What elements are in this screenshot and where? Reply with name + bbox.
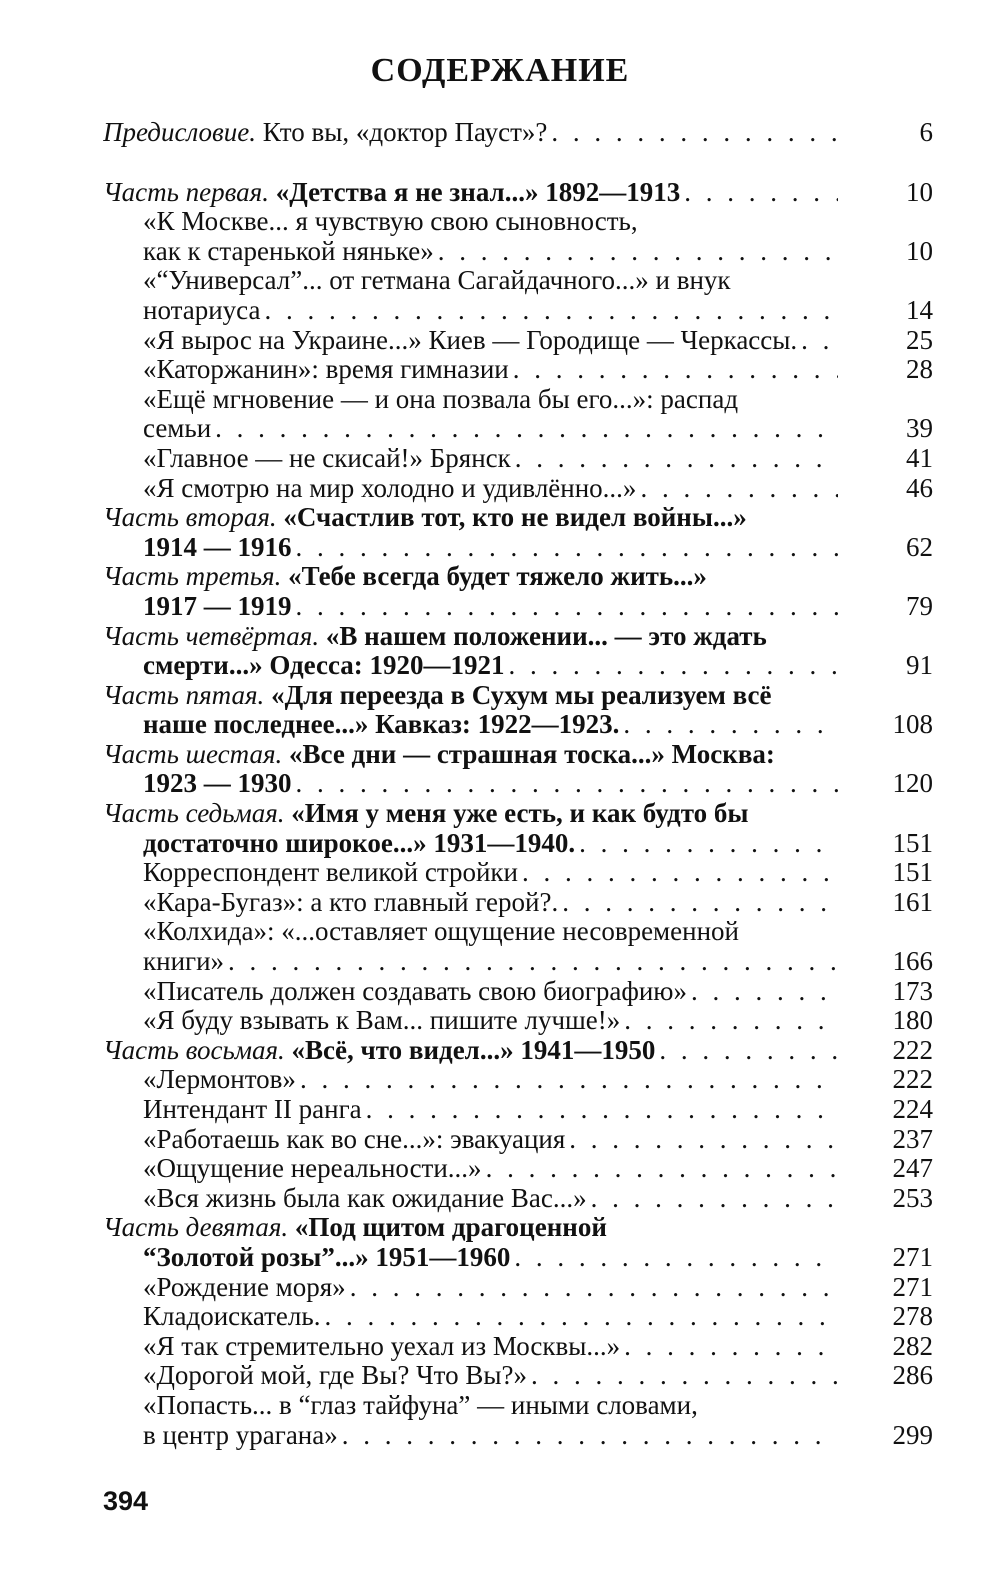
part-page-number: 271: [892, 1241, 933, 1272]
section-page-number: 278: [892, 1301, 933, 1332]
section-page-number: 25: [906, 324, 933, 355]
part-page-number: 151: [892, 827, 933, 858]
toc-entry-part: [103, 799, 933, 858]
part-page-number: 222: [892, 1034, 933, 1065]
toc-entry-section: [103, 917, 933, 976]
dot-leader: [296, 592, 839, 622]
dot-leader: [514, 1243, 838, 1273]
toc-entry-section: [103, 888, 933, 918]
section-page-number: 253: [892, 1182, 933, 1213]
section-title-end: нотариуса: [143, 295, 261, 325]
part-heading: «В нашем положении... — это ждать: [319, 621, 767, 651]
part-heading-continued: “Золотой розы”...» 1951—1960: [143, 1242, 511, 1272]
part-heading: «Детства я не знал...» 1892—1913: [268, 177, 681, 207]
section-title: «Ещё мгновение — и она позвала бы его...»: распад: [143, 384, 739, 414]
part-label: Часть девятая.: [103, 1213, 289, 1243]
part-label: Часть шестая.: [103, 739, 283, 769]
section-title-end: Корреспондент великой стройки: [143, 858, 518, 888]
dot-leader: [562, 888, 838, 918]
part-heading-continued: 1914 — 1916: [143, 532, 292, 562]
dot-leader: [296, 533, 839, 563]
section-page-number: 28: [906, 354, 933, 385]
part-heading-continued: смерти...» Одесса: 1920—1921: [143, 651, 505, 681]
toc-entry-part: [103, 178, 933, 208]
dot-leader: [659, 1036, 838, 1066]
dot-leader: [640, 474, 838, 504]
part-heading: «Счастлив тот, кто не видел войны...»: [276, 503, 747, 533]
part-label: Часть вторая.: [103, 503, 277, 533]
dot-leader: [438, 237, 838, 267]
section-page-number: 10: [906, 235, 933, 266]
toc-entry-section: [103, 355, 933, 385]
section-title: «Попасть... в “глаз тайфуна” — иными словами,: [143, 1390, 698, 1420]
dot-leader: [623, 710, 838, 740]
toc-entry-section: [103, 444, 933, 474]
dot-leader: [264, 296, 838, 326]
toc-entry-section: [103, 326, 933, 356]
section-page-number: 222: [892, 1064, 933, 1095]
toc-entry-part: [103, 740, 933, 799]
toc-entry-part: [103, 681, 933, 740]
section-title-end: «Главное — не скисай!» Брянск: [143, 443, 511, 473]
dot-leader: [228, 947, 838, 977]
section-title-end: «Кара-Бугаз»: а кто главный герой?.: [143, 887, 559, 917]
toc-entry-part: [103, 562, 933, 621]
section-page-number: 161: [892, 886, 933, 917]
part-page-number: 108: [892, 709, 933, 740]
part-page-number: 120: [892, 768, 933, 799]
section-title-end: «Ощущение нереальности...»: [143, 1154, 482, 1184]
part-label: Часть пятая.: [103, 680, 265, 710]
dot-leader: [801, 326, 838, 356]
dot-leader: [342, 1421, 838, 1451]
section-title-end: «Я смотрю на мир холодно и удивлённо...»: [143, 473, 637, 503]
dot-leader: [579, 829, 838, 859]
part-label: Часть третья.: [103, 562, 282, 592]
section-title-end: «Я вырос на Украине...» Киев — Городище — Черкассы.: [143, 325, 798, 355]
preface-label: Предисловие.: [103, 118, 257, 147]
dot-leader: [684, 178, 838, 208]
part-label: Часть четвёртая.: [103, 621, 320, 651]
section-title-end: «Работаешь как во сне...»: эвакуация: [143, 1124, 566, 1154]
part-heading: «Под щитом драгоценной: [288, 1213, 607, 1243]
section-page-number: 41: [906, 442, 933, 473]
section-page-number: 271: [892, 1271, 933, 1302]
toc-entry-section: [103, 1332, 933, 1362]
part-heading: «Для переезда в Сухум мы реализуем всё: [264, 680, 772, 710]
section-title-end: как к старенькой няньке»: [143, 236, 434, 266]
dot-leader: [531, 1361, 838, 1391]
toc-entry-part: [103, 1213, 933, 1272]
toc-entry-section: [103, 385, 933, 444]
toc-entry-section: [103, 1154, 933, 1184]
section-page-number: 237: [892, 1123, 933, 1154]
dot-leader: [522, 858, 838, 888]
toc-entry-section: [103, 858, 933, 888]
section-page-number: 247: [892, 1153, 933, 1184]
table-of-contents: [103, 118, 933, 1450]
part-page-number: 91: [906, 650, 933, 681]
toc-entry-section: [103, 474, 933, 504]
section-page-number: 151: [892, 857, 933, 888]
section-title-end: «Лермонтов»: [143, 1065, 296, 1095]
toc-entry-section: [103, 1391, 933, 1450]
dot-leader: [513, 355, 838, 385]
preface-text: Кто вы, «доктор Пауст»?: [256, 118, 548, 147]
part-heading: «Все дни — страшная тоска...» Москва:: [282, 739, 775, 769]
section-page-number: 299: [892, 1419, 933, 1450]
section-page-number: 46: [906, 472, 933, 503]
dot-leader: [215, 414, 838, 444]
part-label: Часть первая.: [103, 177, 269, 207]
dot-leader: [486, 1154, 838, 1184]
dot-leader: [624, 1006, 838, 1036]
section-title-end: «Я так стремительно уехал из Москвы...»: [143, 1331, 621, 1361]
dot-leader: [296, 769, 839, 799]
section-page-number: 286: [892, 1360, 933, 1391]
toc-entry-part: [103, 622, 933, 681]
part-heading: «Имя у меня уже есть, и как будто бы: [284, 799, 749, 829]
section-title-end: семьи: [143, 414, 212, 444]
part-label: Часть седьмая.: [103, 799, 285, 829]
dot-leader: [509, 651, 839, 681]
section-page-number: 282: [892, 1330, 933, 1361]
section-page-number: 173: [892, 975, 933, 1006]
toc-entry-section: [103, 1273, 933, 1303]
section-title-end: в центр урагана»: [143, 1420, 338, 1450]
part-page-number: 79: [906, 590, 933, 621]
part-heading-continued: 1917 — 1919: [143, 591, 292, 621]
toc-entry-section: [103, 207, 933, 266]
part-heading-continued: 1923 — 1930: [143, 769, 292, 799]
section-title-end: Кладоискатель.: [143, 1302, 321, 1332]
toc-entry-section: [103, 1361, 933, 1391]
section-page-number: 180: [892, 1005, 933, 1036]
section-title-end: «Каторжанин»: время гимназии: [143, 355, 509, 385]
dot-leader: [350, 1273, 838, 1303]
toc-entry-section: [103, 1302, 933, 1332]
toc-entry-preface: [103, 118, 933, 148]
dot-leader: [300, 1065, 838, 1095]
section-title-end: книги»: [143, 947, 225, 977]
toc-entry-section: [103, 977, 933, 1007]
part-page-number: 62: [906, 531, 933, 562]
dot-leader: [366, 1095, 838, 1125]
section-page-number: 39: [906, 413, 933, 444]
section-title-end: «Писатель должен создавать свою биографию»: [143, 976, 687, 1006]
toc-entry-section: [103, 1095, 933, 1125]
part-label: Часть восьмая.: [103, 1035, 285, 1065]
section-title: «“Универсал”... от гетмана Сагайдачного...» и внук: [143, 266, 731, 296]
folio-page-number: 394: [103, 1486, 149, 1516]
toc-entry-part: [103, 1036, 933, 1066]
toc-entry-section: [103, 1006, 933, 1036]
toc-entry-section: [103, 266, 933, 325]
part-heading: «Тебе всегда будет тяжело жить...»: [281, 562, 707, 592]
section-title-end: «Вся жизнь была как ожидание Вас...»: [143, 1183, 587, 1213]
toc-entry-section: [103, 1184, 933, 1214]
page-title: СОДЕРЖАНИЕ: [370, 52, 630, 89]
section-title: «Колхида»: «...оставляет ощущение несовременной: [143, 917, 739, 947]
part-heading-continued: достаточно широкое...» 1931—1940.: [143, 828, 576, 858]
dot-leader: [624, 1332, 838, 1362]
part-page-number: 10: [906, 176, 933, 207]
toc-entry-part: [103, 503, 933, 562]
part-heading-continued: наше последнее...» Кавказ: 1922—1923.: [143, 710, 620, 740]
dot-leader: [569, 1125, 838, 1155]
section-title-end: Интендант II ранга: [143, 1095, 362, 1124]
dot-leader: [691, 977, 838, 1007]
preface-page-number: 6: [919, 117, 933, 147]
section-title-end: «Дорогой мой, где Вы? Что Вы?»: [143, 1361, 528, 1391]
section-page-number: 224: [892, 1094, 933, 1124]
dot-leader: [591, 1184, 838, 1214]
part-heading: «Всё, что видел...» 1941—1950: [284, 1035, 656, 1065]
section-title: «К Москве... я чувствую свою сыновность,: [143, 207, 638, 237]
toc-entry-section: [103, 1125, 933, 1155]
section-page-number: 14: [906, 294, 933, 325]
section-page-number: 166: [892, 946, 933, 977]
dot-leader: [324, 1302, 838, 1332]
section-title-end: «Я буду взывать к Вам... пишите лучше!»: [143, 1006, 621, 1036]
dot-leader: [551, 118, 838, 148]
section-title-end: «Рождение моря»: [143, 1272, 346, 1302]
dot-leader: [515, 444, 838, 474]
toc-entry-section: [103, 1065, 933, 1095]
